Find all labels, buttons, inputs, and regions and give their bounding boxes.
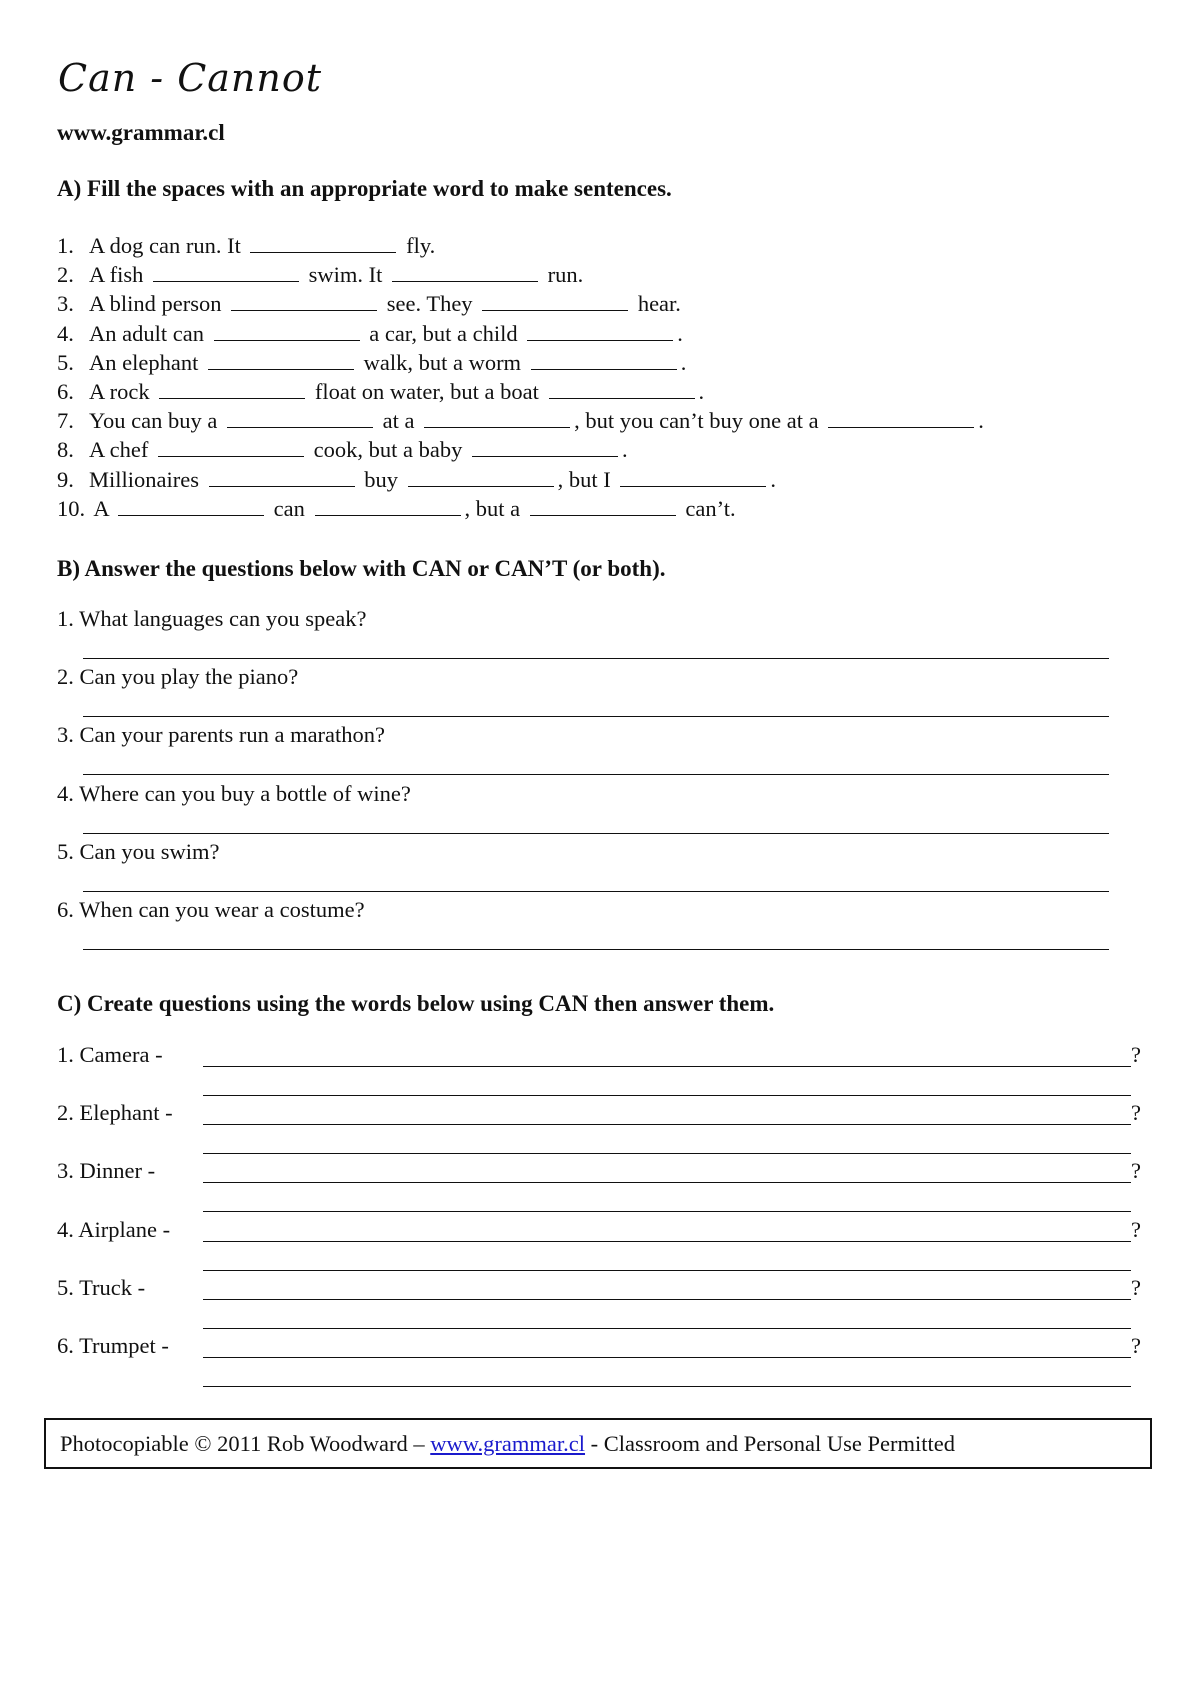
section-c-word: 4. Airplane - [57,1216,171,1242]
item-text: You can buy a [89,408,223,434]
section-b-question: 2. Can you play the piano? [57,664,299,690]
item-number: 8. [57,437,74,463]
question-mark: ? [1131,1100,1141,1126]
section-b-question: 1. What languages can you speak? [57,606,367,631]
section-c-word: 5. Truck - [57,1274,146,1300]
section-c-heading: C) Create questions using the words below using CAN then answer them. [57,991,775,1016]
item-text: can [268,495,311,521]
answer-line[interactable] [203,1386,1131,1387]
blank-field[interactable] [828,407,974,428]
item-text: float on water, but a boat [309,379,545,404]
page-title: Can - Cannot [58,56,323,100]
blank-field[interactable] [408,466,554,487]
item-number: 1. [57,233,74,258]
blank-field[interactable] [231,290,377,311]
section-a-item [57,406,984,435]
section-a-item [57,435,628,464]
blank-field[interactable] [159,378,305,399]
section-b-question: 5. Can you swim? [57,838,220,864]
section-b-question: 3. Can your parents run a marathon? [57,722,386,748]
question-line[interactable] [203,1182,1131,1183]
blank-field[interactable] [549,378,695,399]
question-mark: ? [1131,1042,1141,1067]
section-a-item [57,319,683,348]
item-text: buy [358,466,404,492]
item-number: 5. [57,349,74,375]
section-a-item [57,348,686,377]
section-a-item [57,231,435,260]
blank-field[interactable] [620,466,766,487]
section-a-item [57,377,704,406]
item-text: , but I [557,466,617,492]
section-c-word: 2. Elephant - [57,1100,173,1126]
question-line[interactable] [203,1299,1131,1300]
answer-line[interactable] [83,833,1109,834]
section-a-heading: A) Fill the spaces with an appropriate word to make sentences. [57,176,672,201]
item-number: 6. [57,379,74,404]
item-number: 2. [57,262,74,288]
item-text: swim. It [303,262,389,288]
item-text: . [680,349,687,375]
answer-line[interactable] [83,658,1109,659]
item-text: can’t. [679,495,736,521]
blank-field[interactable] [527,320,673,341]
footer-link[interactable]: www.grammar.cl [430,1431,586,1456]
section-c-word: 6. Trumpet - [57,1333,169,1358]
answer-line[interactable] [203,1328,1131,1329]
blank-field[interactable] [531,349,677,370]
question-line[interactable] [203,1124,1131,1125]
question-mark: ? [1131,1216,1141,1242]
question-mark: ? [1131,1158,1141,1184]
item-number: 3. [57,291,74,317]
item-text: An adult can [89,320,210,346]
item-text: . [621,437,628,463]
answer-line[interactable] [203,1270,1131,1271]
answer-line[interactable] [203,1153,1131,1154]
item-text: A rock [89,379,156,404]
blank-field[interactable] [250,232,396,253]
item-text: A blind person [89,291,228,317]
item-text: . [770,466,776,492]
item-text: Millionaires [89,466,205,492]
blank-field[interactable] [209,466,355,487]
section-b-question: 6. When can you wear a costume? [57,897,365,922]
section-b-heading: B) Answer the questions below with CAN or CAN’T (or both). [57,556,666,581]
site-url: www.grammar.cl [57,120,225,145]
blank-field[interactable] [392,261,538,282]
section-c-word: 3. Dinner - [57,1158,156,1184]
answer-line[interactable] [203,1211,1131,1212]
item-text: see. They [381,291,479,317]
section-a-item [57,260,583,289]
blank-field[interactable] [472,436,618,457]
item-text: A dog can run. It [89,233,247,258]
blank-field[interactable] [158,436,304,457]
item-text: . [978,408,984,434]
footer-suffix: - Classroom and Personal Use Permitted [585,1431,955,1456]
blank-field[interactable] [227,407,373,428]
answer-line[interactable] [83,774,1109,775]
item-text: , but you can’t buy one at a [574,408,825,434]
question-line[interactable] [203,1066,1131,1067]
section-a-item [57,465,776,494]
item-number: 7. [57,408,74,434]
item-number: 4. [57,320,74,346]
question-line[interactable] [203,1357,1131,1358]
answer-line[interactable] [83,716,1109,717]
item-number: 9. [57,466,74,492]
item-text: . [698,379,705,404]
item-text: A chef [89,437,154,463]
blank-field[interactable] [530,495,676,516]
item-text: cook, but a baby [307,437,468,463]
blank-field[interactable] [424,407,570,428]
item-text: at a [376,408,421,434]
item-text: a car, but a child [363,320,524,346]
blank-field[interactable] [482,290,628,311]
blank-field[interactable] [118,495,264,516]
item-text: An elephant [89,349,204,375]
section-a-item [57,289,681,318]
question-mark: ? [1131,1274,1141,1300]
item-text: fly. [400,233,436,258]
blank-field[interactable] [214,320,360,341]
footer-prefix: Photocopiable © 2011 Rob Woodward – [60,1431,431,1456]
answer-line[interactable] [203,1095,1131,1096]
answer-line[interactable] [83,949,1109,950]
item-text: hear. [632,291,681,317]
footer-copyright [44,1418,1152,1469]
blank-field[interactable] [315,495,461,516]
item-text: run. [542,262,584,288]
item-text: . [677,320,683,346]
blank-field[interactable] [153,261,299,282]
answer-line[interactable] [83,891,1109,892]
item-text: , but a [464,495,526,521]
item-text: A fish [89,262,150,288]
item-number: 10. [57,495,86,521]
question-mark: ? [1131,1333,1141,1358]
section-b-question: 4. Where can you buy a bottle of wine? [57,780,411,806]
section-c-word: 1. Camera - [57,1042,163,1067]
item-text: walk, but a worm [357,349,527,375]
question-line[interactable] [203,1241,1131,1242]
blank-field[interactable] [208,349,354,370]
section-a-item [57,494,736,523]
item-text: A [89,495,115,521]
